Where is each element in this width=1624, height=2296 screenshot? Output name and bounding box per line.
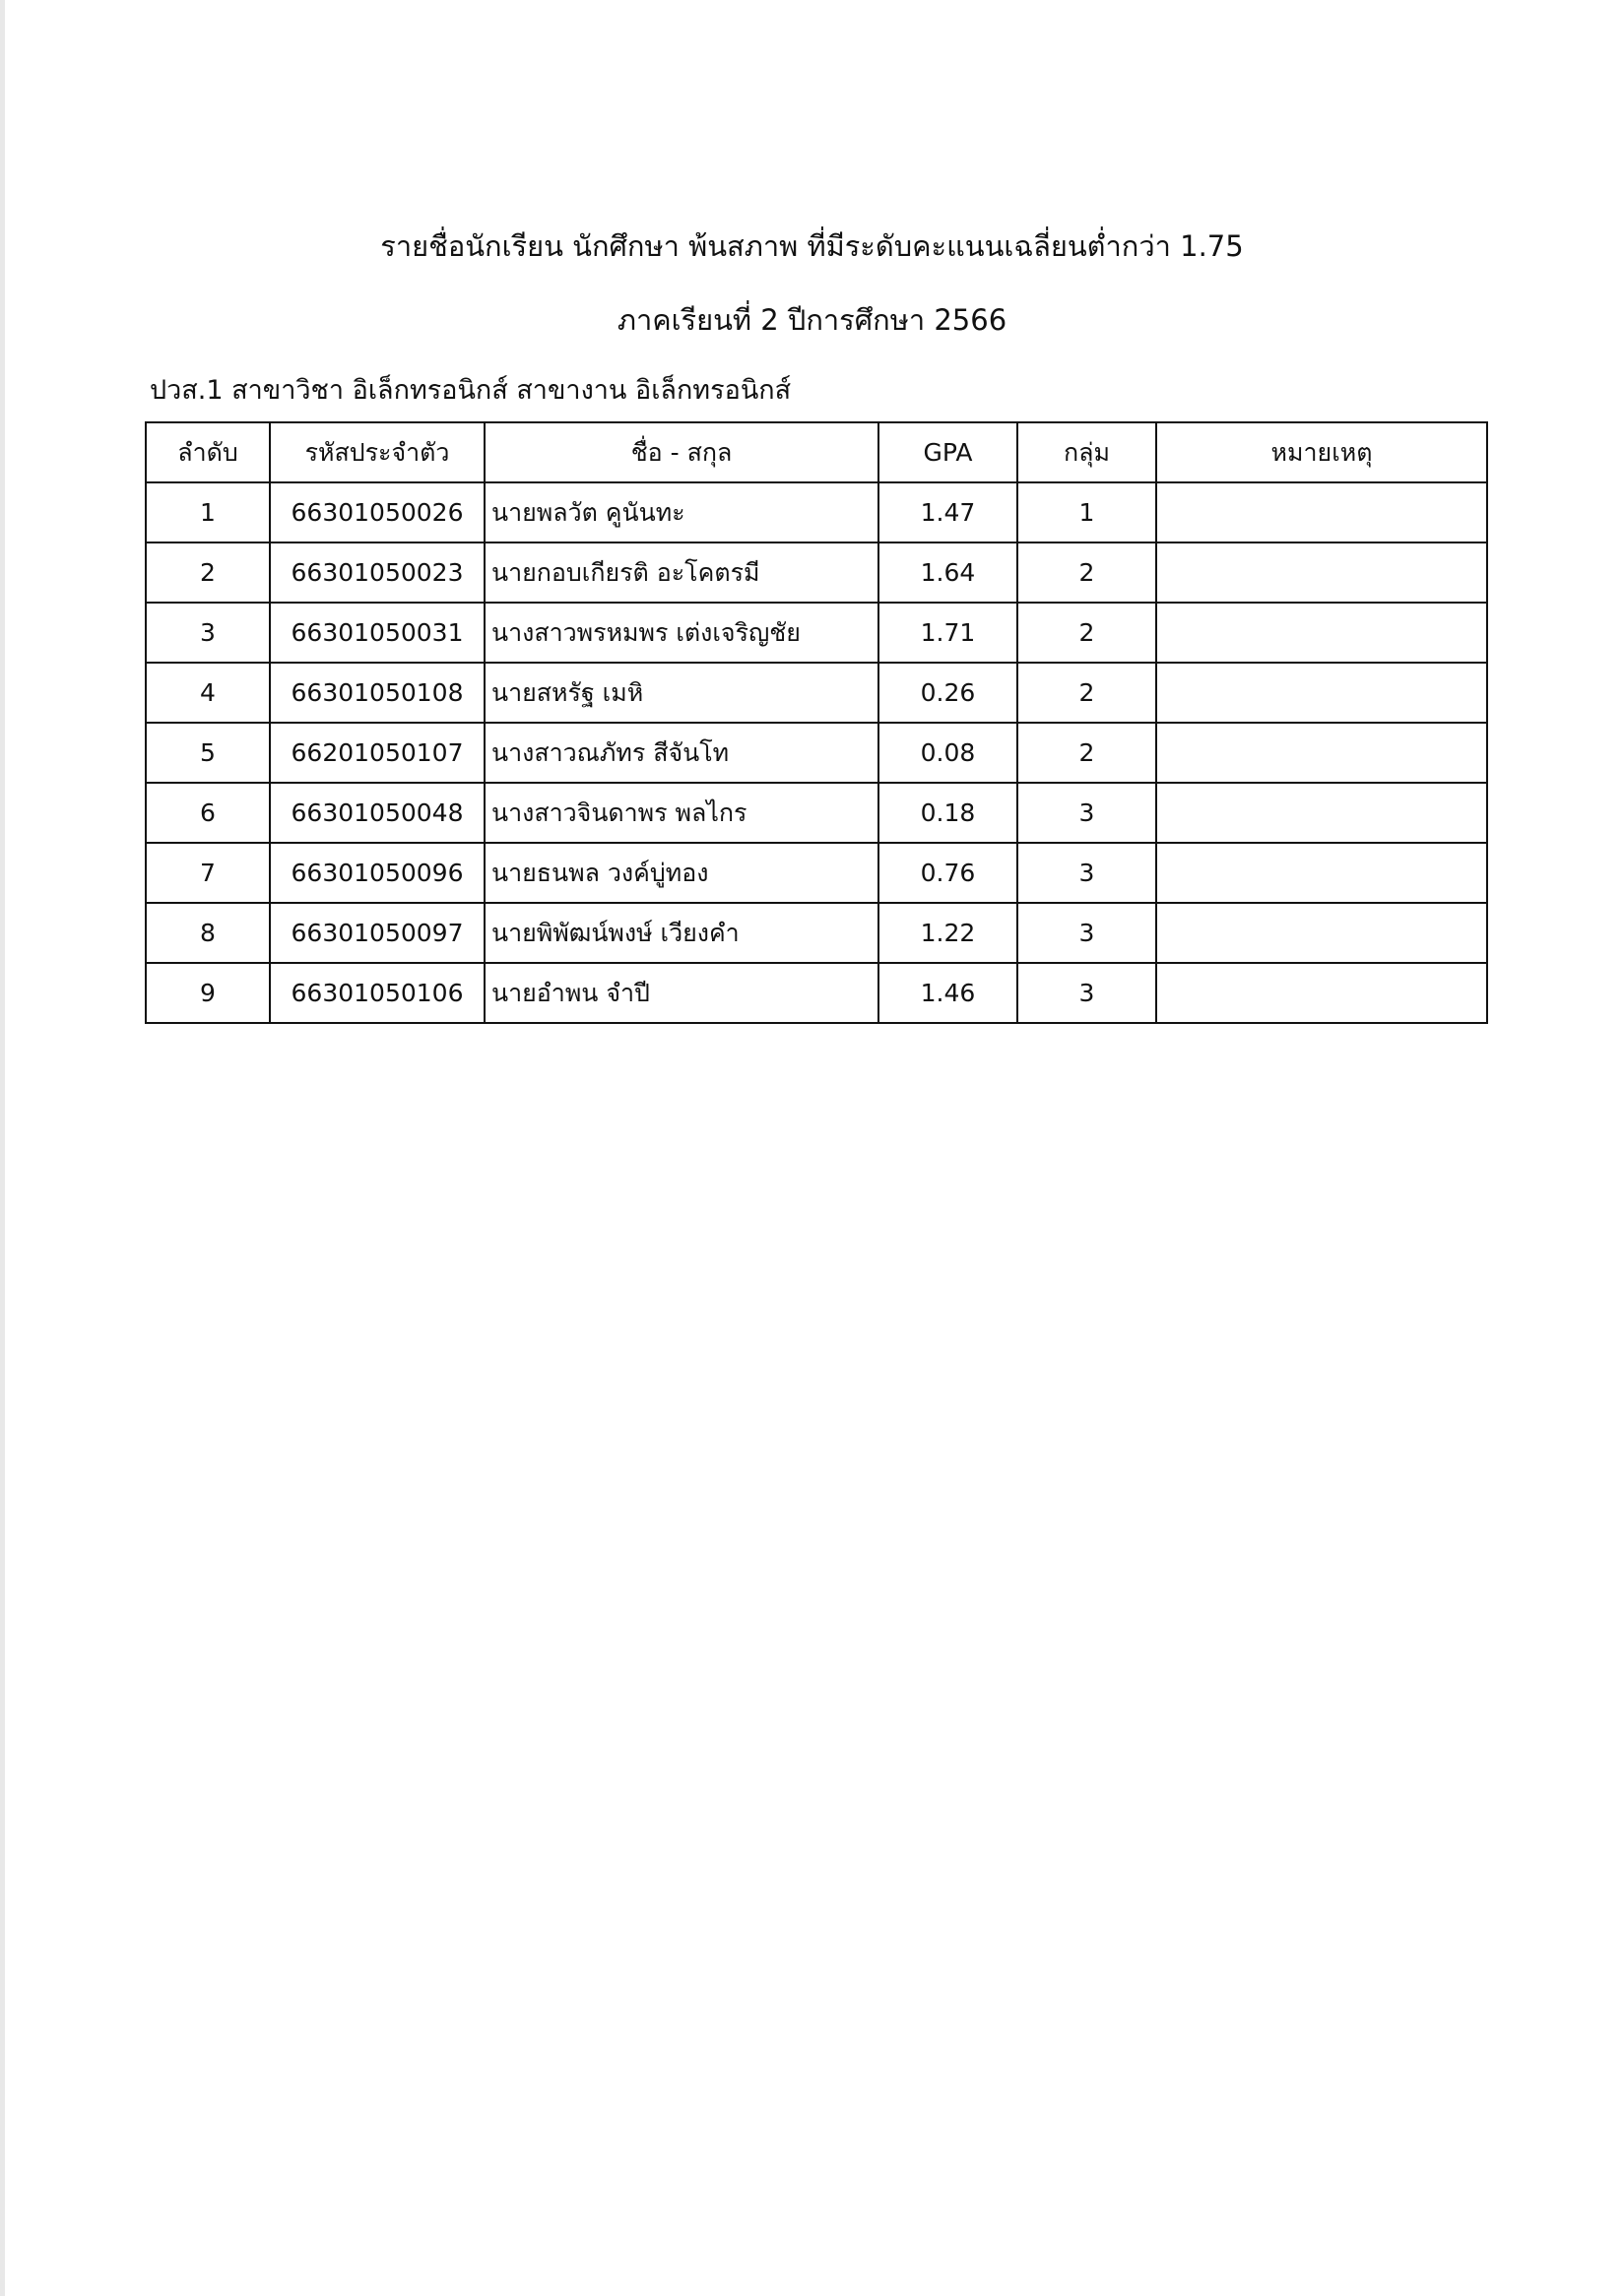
cell-gpa: 0.08 bbox=[878, 723, 1017, 783]
cell-remark bbox=[1156, 723, 1487, 783]
cell-name: นายธนพล วงค์บู่ทอง bbox=[485, 843, 878, 903]
cell-no: 6 bbox=[146, 783, 270, 843]
cell-name: นายอำพน จำปี bbox=[485, 963, 878, 1023]
cell-gpa: 1.71 bbox=[878, 603, 1017, 663]
cell-no: 9 bbox=[146, 963, 270, 1023]
document-subtitle: ภาคเรียนที่ 2 ปีการศึกษา 2566 bbox=[617, 303, 1007, 337]
cell-remark bbox=[1156, 663, 1487, 723]
student-grade-table bbox=[145, 421, 1488, 1024]
cell-student-id: 66301050023 bbox=[270, 542, 485, 603]
cell-group: 3 bbox=[1017, 963, 1156, 1023]
cell-gpa: 1.22 bbox=[878, 903, 1017, 963]
table-row bbox=[146, 723, 1487, 783]
cell-student-id: 66301050108 bbox=[270, 663, 485, 723]
table-row bbox=[146, 963, 1487, 1023]
cell-gpa: 1.64 bbox=[878, 542, 1017, 603]
cell-remark bbox=[1156, 603, 1487, 663]
cell-no: 8 bbox=[146, 903, 270, 963]
cell-remark bbox=[1156, 783, 1487, 843]
header-remark: หมายเหตุ bbox=[1156, 422, 1487, 482]
header-no: ลำดับ bbox=[146, 422, 270, 482]
cell-gpa: 1.47 bbox=[878, 482, 1017, 542]
cell-no: 7 bbox=[146, 843, 270, 903]
header-student-id: รหัสประจำตัว bbox=[270, 422, 485, 482]
table-row bbox=[146, 903, 1487, 963]
header-group: กลุ่ม bbox=[1017, 422, 1156, 482]
cell-student-id: 66301050097 bbox=[270, 903, 485, 963]
header-name: ชื่อ - สกุล bbox=[485, 422, 878, 482]
cell-group: 2 bbox=[1017, 542, 1156, 603]
header-gpa: GPA bbox=[878, 422, 1017, 482]
cell-group: 2 bbox=[1017, 603, 1156, 663]
cell-remark bbox=[1156, 843, 1487, 903]
table-row bbox=[146, 482, 1487, 542]
cell-name: นางสาวณภัทร สีจันโท bbox=[485, 723, 878, 783]
cell-no: 5 bbox=[146, 723, 270, 783]
cell-no: 4 bbox=[146, 663, 270, 723]
table-row bbox=[146, 663, 1487, 723]
cell-student-id: 66301050048 bbox=[270, 783, 485, 843]
cell-name: นายพิพัฒน์พงษ์ เวียงคำ bbox=[485, 903, 878, 963]
table-row bbox=[146, 603, 1487, 663]
cell-group: 2 bbox=[1017, 663, 1156, 723]
table-body bbox=[146, 482, 1487, 1023]
cell-gpa: 0.76 bbox=[878, 843, 1017, 903]
cell-group: 2 bbox=[1017, 723, 1156, 783]
cell-student-id: 66301050096 bbox=[270, 843, 485, 903]
cell-student-id: 66301050026 bbox=[270, 482, 485, 542]
cell-gpa: 0.18 bbox=[878, 783, 1017, 843]
cell-remark bbox=[1156, 482, 1487, 542]
cell-gpa: 0.26 bbox=[878, 663, 1017, 723]
table-row bbox=[146, 843, 1487, 903]
cell-student-id: 66201050107 bbox=[270, 723, 485, 783]
cell-remark bbox=[1156, 963, 1487, 1023]
cell-name: นางสาวจินดาพร พลไกร bbox=[485, 783, 878, 843]
cell-remark bbox=[1156, 542, 1487, 603]
cell-group: 3 bbox=[1017, 843, 1156, 903]
cell-remark bbox=[1156, 903, 1487, 963]
cell-no: 1 bbox=[146, 482, 270, 542]
cell-student-id: 66301050031 bbox=[270, 603, 485, 663]
cell-no: 3 bbox=[146, 603, 270, 663]
cell-name: นายพลวัต คูนันทะ bbox=[485, 482, 878, 542]
table-row bbox=[146, 542, 1487, 603]
program-line: ปวส.1 สาขาวิชา อิเล็กทรอนิกส์ สาขางาน อิเล็กทรอนิกส์ bbox=[150, 375, 792, 406]
cell-name: นางสาวพรหมพร เต่งเจริญชัย bbox=[485, 603, 878, 663]
table-header-row bbox=[146, 422, 1487, 482]
cell-student-id: 66301050106 bbox=[270, 963, 485, 1023]
scan-edge bbox=[0, 0, 5, 2296]
cell-group: 3 bbox=[1017, 783, 1156, 843]
document-title: รายชื่อนักเรียน นักศึกษา พ้นสภาพ ที่มีระดับคะแนนเฉลี่ยนต่ำกว่า 1.75 bbox=[380, 229, 1244, 263]
cell-no: 2 bbox=[146, 542, 270, 603]
cell-name: นายสหรัฐ เมหิ bbox=[485, 663, 878, 723]
cell-name: นายกอบเกียรติ อะโคตรมี bbox=[485, 542, 878, 603]
cell-group: 3 bbox=[1017, 903, 1156, 963]
cell-group: 1 bbox=[1017, 482, 1156, 542]
table-row bbox=[146, 783, 1487, 843]
cell-gpa: 1.46 bbox=[878, 963, 1017, 1023]
